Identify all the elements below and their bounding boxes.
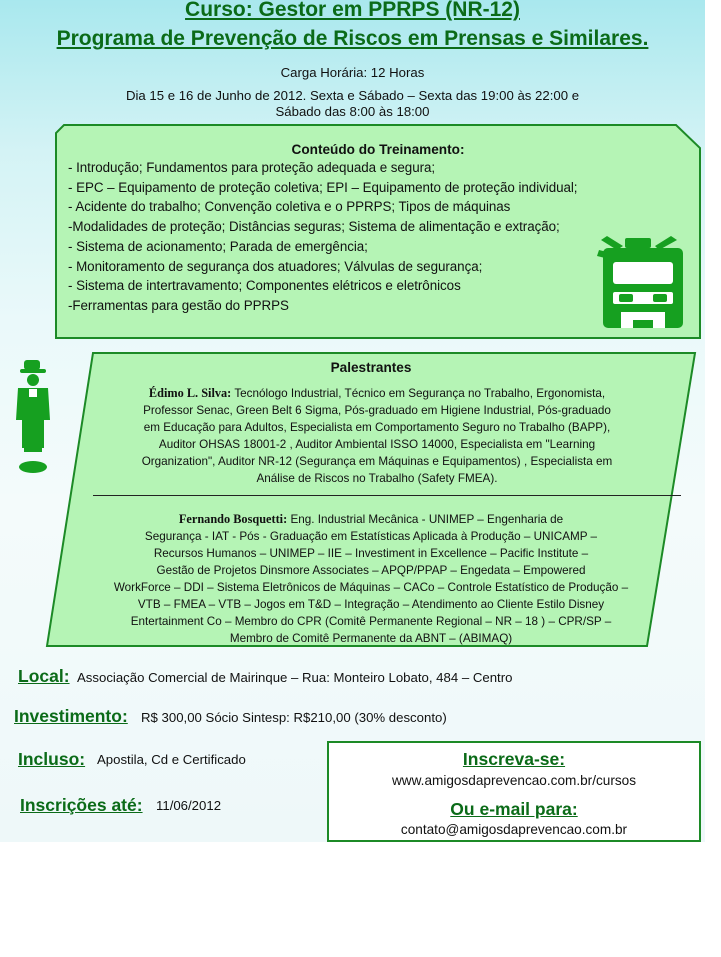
local-label: Local:: [18, 666, 70, 686]
investment-value: R$ 300,00 Sócio Sintesp: R$210,00 (30% desconto): [141, 710, 447, 725]
content-list: [68, 158, 577, 316]
registration-box: [327, 741, 701, 842]
bio-line: WorkForce – DDI – Sistema Eletrônicos de Máquinas – CACo – Controle Estatístico de Produção –: [113, 581, 629, 594]
content-heading: Conteúdo do Treinamento:: [291, 142, 465, 157]
email-heading: Ou e-mail para:: [450, 799, 578, 819]
content-item: - Sistema de acionamento; Parada de emergência;: [68, 238, 368, 254]
investment-label: Investimento:: [14, 706, 128, 726]
bio-text: Eng. Industrial Mecânica - UNIMEP – Engenharia de: [290, 513, 564, 526]
registration-email[interactable]: contato@amigosdaprevencao.com.br: [400, 822, 628, 837]
bio-line: Análise de Riscos no Trabalho (Safety FMEA).: [256, 472, 498, 485]
registration-url[interactable]: www.amigosdaprevencao.com.br/cursos: [391, 773, 637, 788]
local-value: Associação Comercial de Mairinque – Rua: Monteiro Lobato, 484 – Centro: [77, 670, 513, 685]
speaker-name-1: Édimo L. Silva:: [148, 386, 232, 400]
bio-line: Segurança - IAT - Pós - Graduação em Estatísticas Aplicada à Produção – UNICAMP –: [144, 530, 598, 543]
register-heading: Inscreva-se:: [462, 749, 566, 769]
bio-line: Organization", Auditor NR-12 (Segurança em Máquinas e Equipamentos) , Especialista em: [141, 455, 613, 468]
dates-line-1: Dia 15 e 16 de Junho de 2012. Sexta e Sábado – Sexta das 19:00 às 22:00 e: [125, 88, 580, 103]
program-title: Programa de Prevenção de Riscos em Prensas e Similares.: [56, 27, 649, 50]
bio-line: Auditor OHSAS 18001-2 , Auditor Ambiental ISSO 14000, Especialista em "Learning: [158, 438, 596, 451]
content-item: - EPC – Equipamento de proteção coletiva; EPI – Equipamento de proteção individual;: [68, 179, 578, 195]
dates-line-2: Sábado das 8:00 às 18:00: [275, 104, 430, 119]
content-item: - Sistema de intertravamento; Componentes elétricos e eletrônicos: [68, 278, 461, 294]
content-item: - Introdução; Fundamentos para proteção adequada e segura;: [68, 160, 436, 175]
bio-line: Professor Senac, Green Belt 6 Sigma, Pós-graduado em Higiene Industrial, Pós-graduado: [143, 404, 611, 417]
speakers-divider: [93, 495, 681, 496]
deadline-value: 11/06/2012: [156, 798, 222, 813]
speaker-name-2: Fernando Bosquetti:: [178, 512, 288, 526]
bio-line: [45, 511, 697, 528]
content-item: -Modalidades de proteção; Distâncias seguras; Sistema de alimentação e extração;: [68, 219, 560, 235]
bio-line: Membro de Comitê Permanente da ABNT – (ABIMAQ): [229, 632, 513, 645]
content-item: - Monitoramento de segurança dos atuadores; Válvulas de segurança;: [68, 258, 483, 274]
included-label: Incluso:: [18, 749, 86, 769]
bio-line: em Educação para Adultos, Especialista em Comportamento Seguro no Trabalho (BAPP),: [143, 421, 611, 434]
course-title: Curso: Gestor em PPRPS (NR-12): [185, 0, 520, 21]
bio-line: VTB – FMEA – VTB – Jogos em T&D – Integração – Atendimento ao Cliente Estilo Disney: [137, 598, 605, 611]
bio-line: Entertainment Co – Membro do CPR (Comitê Permanente Regional – NR – 18 ) – CPR/SP –: [130, 615, 612, 628]
bio-text: Tecnólogo Industrial, Técnico em Segurança no Trabalho, Ergonomista,: [234, 387, 606, 400]
content-item: -Ferramentas para gestão do PPRPS: [68, 297, 289, 313]
speaker-bio-2: [45, 511, 697, 647]
deadline-label: Inscrições até:: [20, 795, 143, 815]
bio-line: Recursos Humanos – UNIMEP – IIE – Investiment in Excellence – Pacific Institute –: [153, 547, 589, 560]
bio-line: Gestão de Projetos Dinsmore Associates – APQP/PPAP – Engedata – Empowered: [156, 564, 586, 577]
content-item: - Acidente do trabalho; Convenção coletiva e o PPRPS; Tipos de máquinas: [68, 199, 511, 215]
included-value: Apostila, Cd e Certificado: [97, 752, 246, 767]
workload-text: Carga Horária: 12 Horas: [280, 65, 425, 80]
bio-line: [77, 385, 677, 402]
fire-truck-icon: [595, 234, 693, 332]
speakers-heading: Palestrantes: [330, 360, 412, 375]
speaker-bio-1: [77, 385, 677, 487]
speakers-box: [45, 352, 697, 648]
